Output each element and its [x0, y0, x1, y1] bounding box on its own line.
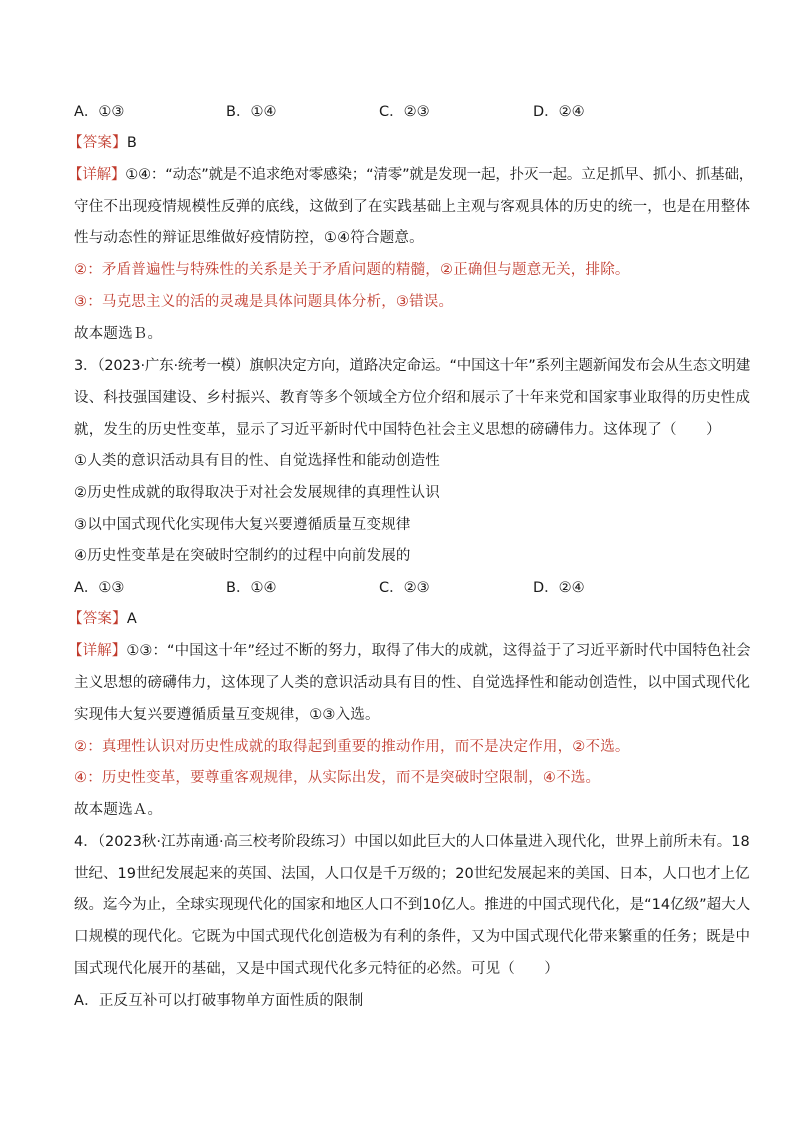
q2-option-d: D．②④ — [533, 104, 585, 120]
q3-statement-3: ③以中国式现代化实现伟大复兴要遵循质量互变规律 — [74, 517, 411, 533]
answer-tag: 【答案】 — [68, 135, 127, 151]
q4-stem-line-3: 级。迄今为止，全球实现现代化的国家和地区人口不到10亿人。推进的中国式现代化，是“14亿级”超大人 — [74, 897, 751, 913]
q2-detail-line-1 — [68, 165, 753, 185]
answer-value: B — [126, 135, 137, 151]
q2-option-c: C．②③ — [379, 104, 430, 120]
q3-detail-line-3: 实现伟大复兴要遵循质量互变规律，①③入选。 — [74, 707, 380, 723]
q3-statement-4: ④历史性变革是在突破时空制约的过程中向前发展的 — [74, 548, 411, 564]
q4-stem-line-1: 4．（2023秋·江苏南通·高三校考阶段练习）中国以如此巨大的人口体量进入现代化，世界上前所未有。18 — [74, 834, 750, 850]
q2-answer — [68, 133, 137, 153]
q3-stem-line-3: 就，发生的历史性变革，显示了习近平新时代中国特色社会主义思想的磅礴伟力。这体现了（ ） — [74, 422, 721, 438]
q4-stem-line-4: 口规模的现代化。它既为中国式现代化创造极为有利的条件，又为中国式现代化带来繁重的任务；既是中 — [74, 929, 751, 945]
q4-stem-line-5: 国式现代化展开的基础，又是中国式现代化多元特征的必然。可见（ ） — [74, 961, 560, 977]
q2-red-line-2: ③：马克思主义的活的灵魂是具体问题具体分析，③错误。 — [74, 294, 454, 310]
q3-detail-line-1 — [68, 641, 751, 661]
q2-option-b: B．①④ — [226, 104, 277, 120]
detail-tag: 【详解】 — [68, 167, 126, 183]
answer-tag: 【答案】 — [68, 611, 127, 627]
q2-option-a: A．①③ — [74, 104, 125, 120]
q3-option-d: D．②④ — [533, 580, 585, 596]
q3-detail-line-2: 主义思想的磅礴伟力，这体现了人类的意识活动具有目的性、自觉选择性和能动创造性，以中国式现代化 — [74, 675, 751, 691]
q3-statement-2: ②历史性成就的取得取决于对社会发展规律的真理性认识 — [74, 485, 440, 501]
q4-stem-line-2: 世纪、19世纪发展起来的英国、法国，人口仅是千万级的；20世纪发展起来的美国、日本，人口也才上亿 — [74, 866, 750, 882]
q2-conclusion: 故本题选Ｂ。 — [74, 326, 163, 342]
q3-stem-line-1: 3．（2023·广东·统考一模）旗帜决定方向，道路决定命运。“中国这十年”系列主题新闻发布会从生态文明建 — [74, 358, 751, 374]
q2-red-line-1: ②：矛盾普遍性与特殊性的关系是关于矛盾问题的精髓，②正确但与题意无关，排除。 — [74, 262, 630, 278]
detail-text: ①④：“动态”就是不追求绝对零感染；“清零”就是发现一起，扑灭一起。立足抓早、抓小、抓基础， — [125, 167, 754, 183]
q3-stem-line-2: 设、科技强国建设、乡村振兴、教育等多个领域全方位介绍和展示了十年来党和国家事业取得的历史性成 — [74, 390, 751, 406]
detail-text: ①③：“中国这十年”经过不断的努力，取得了伟大的成就，这得益于了习近平新时代中国特色社会 — [126, 643, 751, 659]
q3-red-line-1: ②：真理性认识对历史性成就的取得起到重要的推动作用，而不是决定作用，②不选。 — [74, 739, 630, 755]
q4-option-a: A．正反互补可以打破事物单方面性质的限制 — [74, 993, 364, 1009]
q3-option-c: C．②③ — [379, 580, 430, 596]
q3-conclusion: 故本题选Ａ。 — [74, 802, 163, 818]
q2-detail-line-3: 性与动态性的辩证思维做好疫情防控，①④符合题意。 — [74, 230, 424, 246]
q2-detail-line-2: 守住不出现疫情规模性反弹的底线，这做到了在实践基础上主观与客观具体的历史的统一，也是在用整体 — [74, 199, 751, 215]
q3-red-line-2: ④：历史性变革，要尊重客观规律，从实际出发，而不是突破时空限制，④不选。 — [74, 770, 601, 786]
q3-statement-1: ①人类的意识活动具有目的性、自觉选择性和能动创造性 — [74, 453, 440, 469]
q3-answer — [68, 609, 137, 629]
detail-tag: 【详解】 — [68, 643, 127, 659]
q3-option-b: B．①④ — [226, 580, 277, 596]
q3-option-a: A．①③ — [74, 580, 125, 596]
answer-value: A — [126, 611, 137, 627]
